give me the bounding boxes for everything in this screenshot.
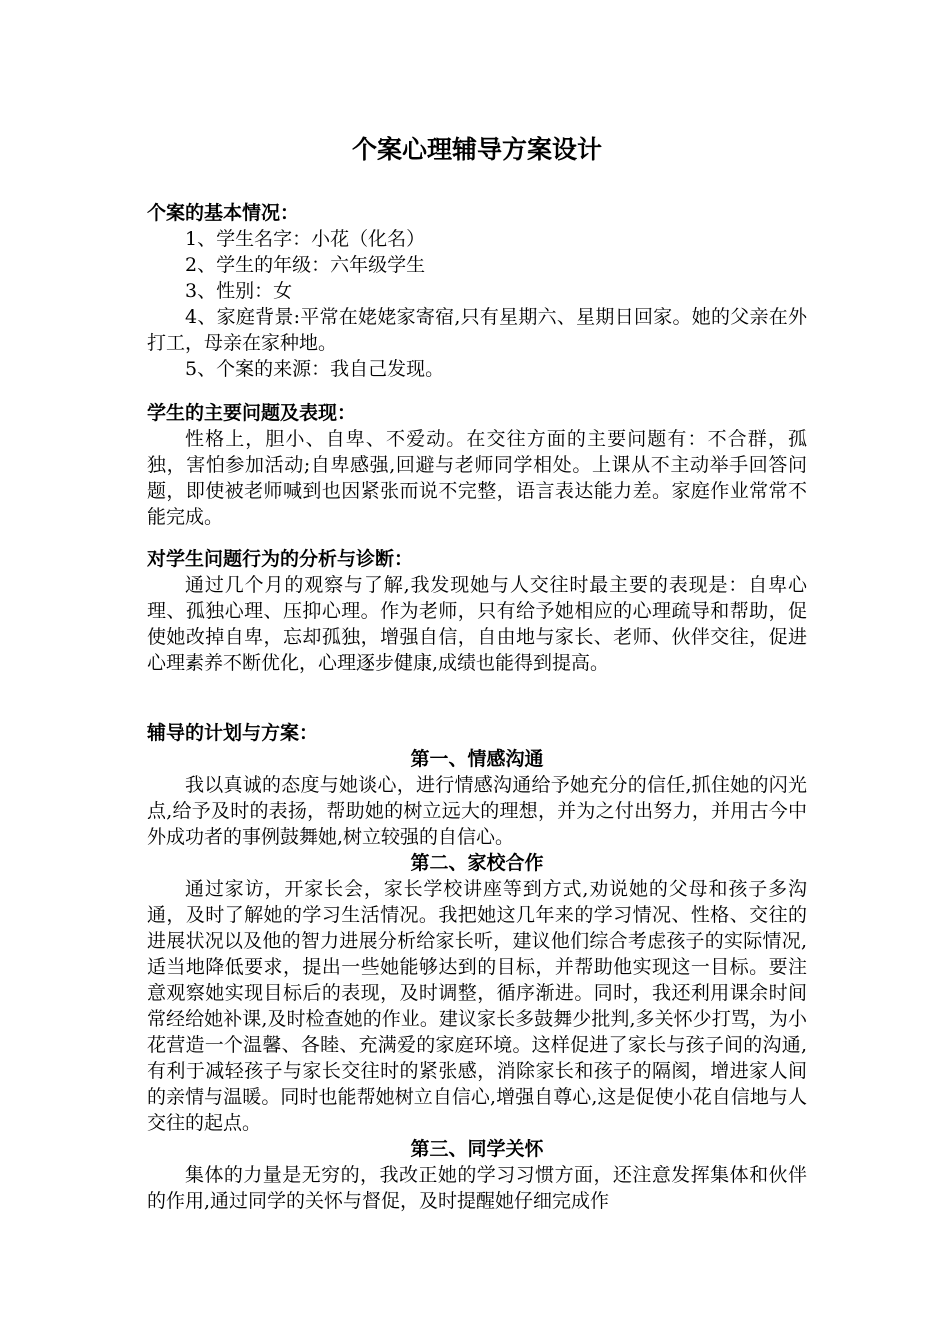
plan-part-paragraph: 集体的力量是无穷的，我改正她的学习习惯方面，还注意发挥集体和伙伴的作用,通过同学的关怀与督促，及时提醒她仔细完成作 bbox=[147, 1164, 807, 1212]
plan-part-paragraph: 我以真诚的态度与她谈心，进行情感沟通给予她充分的信任,抓住她的闪光点,给予及时的表扬，帮助她的树立远大的理想，并为之付出努力，并用古今中外成功者的事例鼓舞她,树立较强的自信心。 bbox=[147, 774, 807, 848]
problem-heading: 学生的主要问题及表现： bbox=[147, 402, 357, 424]
basic-info-item: 1、学生名字：小花（化名） bbox=[185, 228, 426, 250]
plan-part-title: 第一、情感沟通 bbox=[410, 748, 544, 770]
basic-info-item: 4、家庭背景:平常在姥姥家寄宿,只有星期六、星期日回家。她的父亲在外打工，母亲在家种地。 bbox=[147, 306, 807, 354]
plan-part-paragraph: 通过家访，开家长会，家长学校讲座等到方式,劝说她的父母和孩子多沟通，及时了解她的学习生活情况。我把她这几年来的学习情况、性格、交往的进展状况以及他的智力进展分析给家长听，建议他们综合考虑孩子的实际情况,适当地降低要求，提出一些她能够达到的目标，并帮助他实现这一目标。要注意观察她实现目标后的表现，及时调整，循序渐进。同时，我还利用课余时间常经给她补课,及时检查她的作业。建议家长多鼓舞少批判,多关怀少打骂，为小花营造一个温馨、各睦、充满爱的家庭环境。这样促进了家长与孩子间的沟通,有利于减轻孩子与家长交往时的紧张感，消除家长和孩子的隔阂，增进家人间的亲情与温暖。同时也能帮她树立自信心,增强自尊心,这是促使小花自信地与人交往的起点。 bbox=[147, 878, 807, 1134]
basic-info-item: 2、学生的年级：六年级学生 bbox=[185, 254, 426, 276]
plan-section bbox=[147, 720, 807, 1214]
plan-part-title: 第二、家校合作 bbox=[410, 852, 544, 874]
document-title: 个案心理辅导方案设计 bbox=[351, 135, 602, 164]
basic-info-item: 3、性别：女 bbox=[185, 280, 293, 302]
plan-heading: 辅导的计划与方案： bbox=[147, 722, 319, 744]
basic-info-heading: 个案的基本情况： bbox=[147, 202, 300, 224]
problem-section bbox=[147, 400, 807, 530]
problem-paragraph: 性格上，胆小、自卑、不爱动。在交往方面的主要问题有：不合群，孤独，害怕参加活动;自卑感强,回避与老师同学相处。上课从不主动举手回答问题，即使被老师喊到也因紧张而说不完整，语言表达能力差。家庭作业常常不能完成。 bbox=[147, 428, 807, 528]
analysis-heading: 对学生问题行为的分析与诊断： bbox=[147, 548, 414, 570]
basic-info-item: 5、个案的来源：我自己发现。 bbox=[185, 358, 445, 380]
analysis-paragraph: 通过几个月的观察与了解,我发现她与人交往时最主要的表现是：自卑心理、孤独心理、压抑心理。作为老师，只有给予她相应的心理疏导和帮助，促使她改掉自卑，忘却孤独，增强自信，自由地与家长、老师、伙伴交往，促进心理素养不断优化，心理逐步健康,成绩也能得到提高。 bbox=[147, 574, 807, 674]
plan-part-title: 第三、同学关怀 bbox=[410, 1138, 544, 1160]
analysis-section bbox=[147, 546, 807, 676]
basic-info-section bbox=[147, 200, 807, 382]
